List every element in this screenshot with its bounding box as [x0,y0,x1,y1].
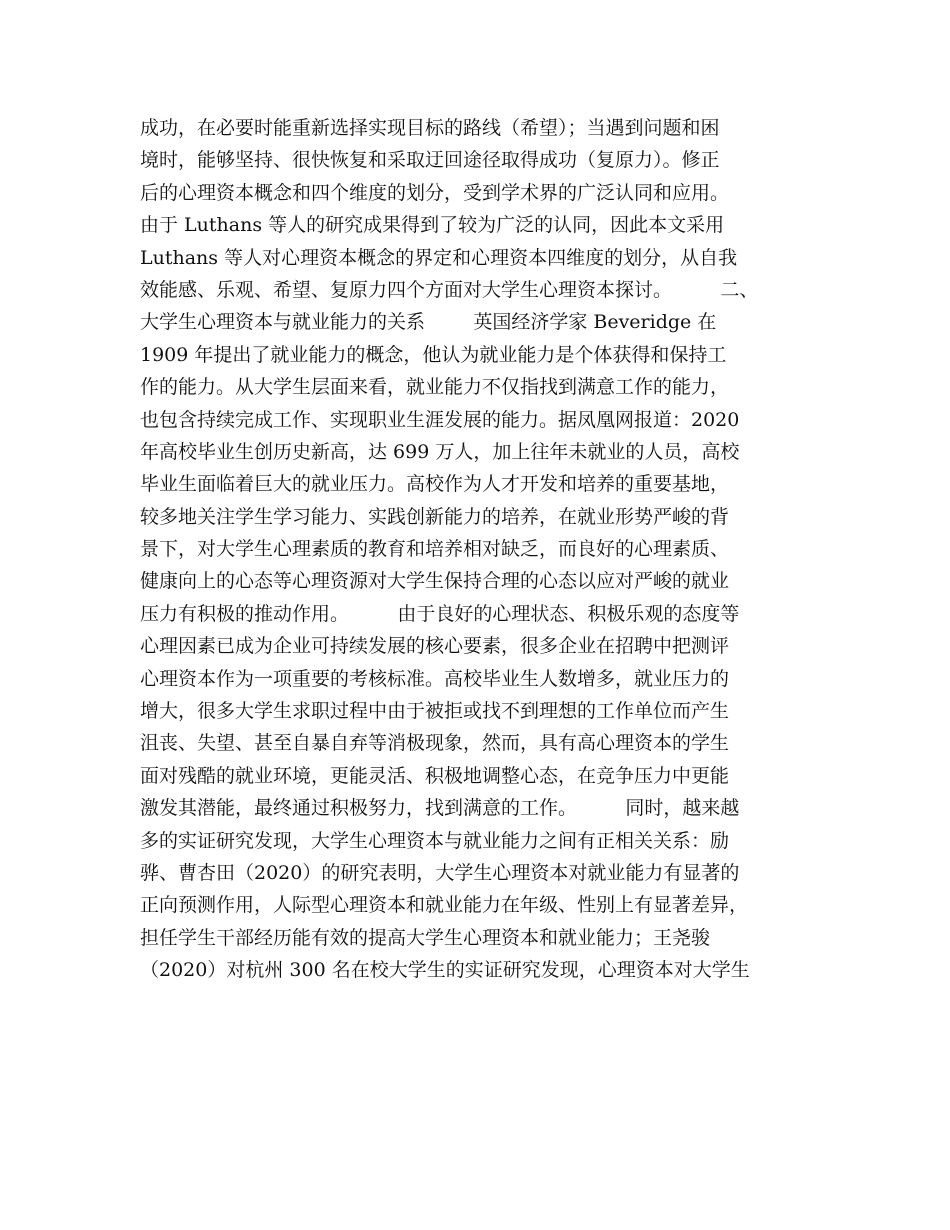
text-line: 年高校毕业生创历史新高，达 699 万人，加上往年未就业的人员，高校 [140,440,740,463]
text-line: 沮丧、失望、甚至自暴自弃等消极现象，然而，具有高心理资本的学生 [140,732,730,755]
text-line: 心理资本作为一项重要的考核标准。高校毕业生人数增多，就业压力的 [140,667,730,690]
text-line: Luthans 等人对心理资本概念的界定和心理资本四维度的划分，从自我 [140,246,738,269]
text-line: 景下，对大学生心理素质的教育和培养相对缺乏，而良好的心理素质、 [140,538,730,561]
body-text [140,112,840,987]
text-line: 由于 Luthans 等人的研究成果得到了较为广泛的认同，因此本文采用 [140,214,725,237]
text-line: 后的心理资本概念和四个维度的划分，受到学术界的广泛认同和应用。 [140,181,730,204]
text-line: 较多地关注学生学习能力、实践创新能力的培养，在就业形势严峻的背 [140,505,730,528]
text-line: 也包含持续完成工作、实现职业生涯发展的能力。据凤凰网报道：2020 [140,408,740,431]
text-line: 多的实证研究发现，大学生心理资本与就业能力之间有正相关关系：励 [140,829,730,852]
text-line: 面对残酷的就业环境，更能灵活、积极地调整心态，在竞争压力中更能 [140,764,730,787]
text-line: 增大，很多大学生求职过程中由于被拒或找不到理想的工作单位而产生 [140,700,730,723]
text-line: （2020）对杭州 300 名在校大学生的实证研究发现，心理资本对大学生 [140,959,750,982]
text-line: 效能感、乐观、希望、复原力四个方面对大学生心理资本探讨。 二、 [140,278,759,301]
text-line: 压力有积极的推动作用。 由于良好的心理状态、积极乐观的态度等 [140,602,740,625]
text-line: 作的能力。从大学生层面来看，就业能力不仅指找到满意工作的能力， [140,376,730,399]
text-line: 健康向上的心态等心理资源对大学生保持合理的心态以应对严峻的就业 [140,570,730,593]
text-line: 毕业生面临着巨大的就业压力。高校作为人才开发和培养的重要基地， [140,473,730,496]
text-line: 1909 年提出了就业能力的概念，他认为就业能力是个体获得和保持工 [140,343,727,366]
text-line: 正向预测作用，人际型心理资本和就业能力在年级、性别上有显著差异， [140,894,749,917]
text-line: 境时，能够坚持、很快恢复和采取迂回途径取得成功（复原力）。修正 [140,149,720,172]
text-line: 成功，在必要时能重新选择实现目标的路线（希望）；当遇到问题和困 [140,117,720,139]
text-line: 担任学生干部经历能有效的提高大学生心理资本和就业能力；王尧骏 [140,926,711,949]
text-line: 大学生心理资本与就业能力的关系 英国经济学家 Beveridge 在 [140,311,717,334]
text-line: 激发其潜能，最终通过积极努力，找到满意的工作。 同时，越来越 [140,797,740,820]
text-line: 心理因素已成为企业可持续发展的核心要素，很多企业在招聘中把测评 [140,635,730,658]
text-line: 骅、曹杏田（2020）的研究表明，大学生心理资本对就业能力有显著的 [140,861,740,884]
